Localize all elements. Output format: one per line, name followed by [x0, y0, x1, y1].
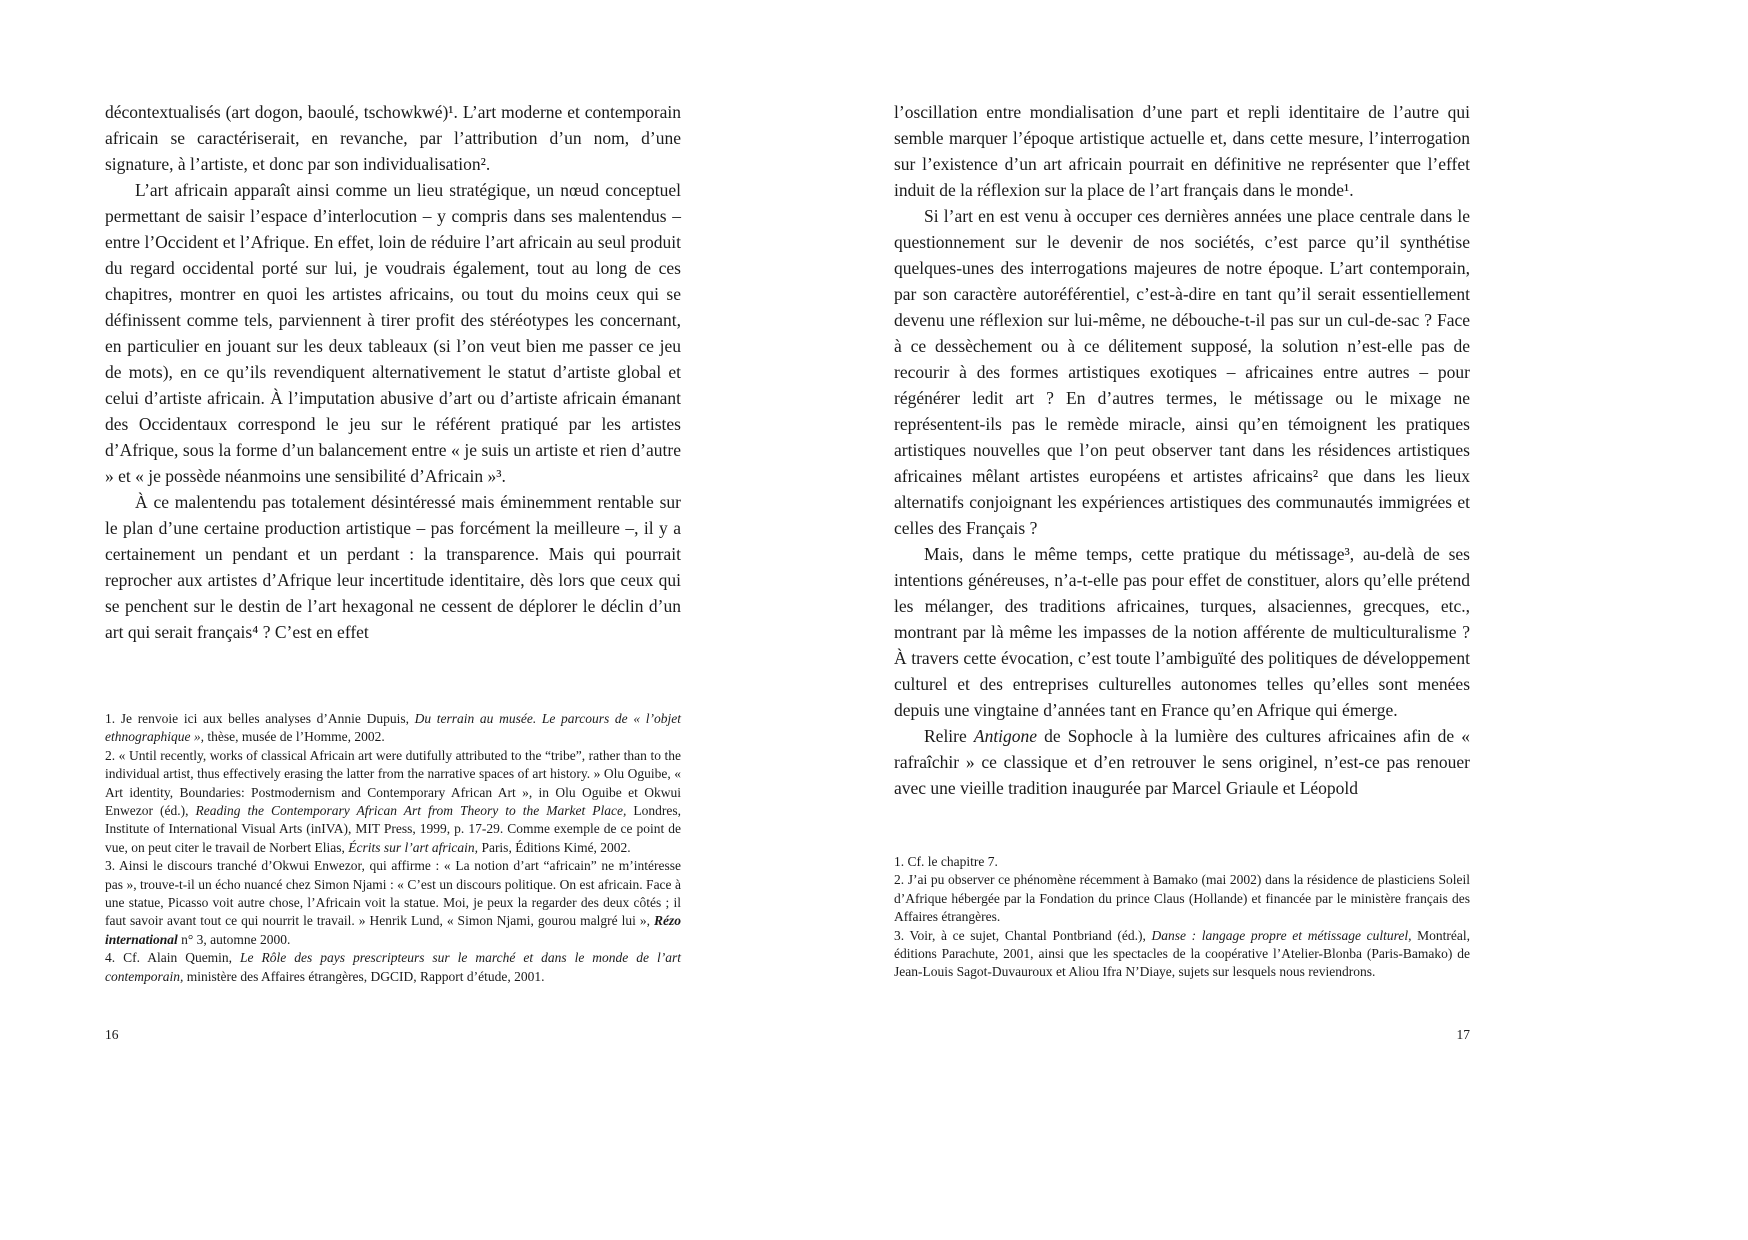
footnotes	[894, 853, 1470, 982]
footnote: 3. Ainsi le discours tranché d’Okwui Enwezor, qui affirme : « La notion d’art “africain” ne m’intéresse pas », trouve-t-il un écho nuancé chez Simon Njami : « C’est un discours politique. On est africain. Face à une statue, Picasso voit autre chose, l’Africain voit la statue. Moi, je peux la regarder des deux côtés ; il faut savoir avant tout ce qui nourrit le travail. » Henrik Lund, « Simon Njami, gourou malgré lui », Rézo international n° 3, automne 2000.	[105, 858, 681, 947]
footnote: 2. J’ai pu observer ce phénomène récemment à Bamako (mai 2002) dans la résidence de plasticiens Soleil d’Afrique hébergée par la Fondation du prince Claus (Hollande) et financée par le ministère français des Affaires étrangères.	[894, 872, 1470, 925]
footnote: 4. Cf. Alain Quemin, Le Rôle des pays prescripteurs sur le marché et dans le monde de l’art contemporain, ministère des Affaires étrangères, DGCID, Rapport d’étude, 2001.	[105, 950, 681, 984]
page-number: 17	[1456, 1027, 1470, 1042]
footnote: 1. Je renvoie ici aux belles analyses d’Annie Dupuis, Du terrain au musée. Le parcours de « l’objet ethnographique », thèse, musée de l’Homme, 2002.	[105, 711, 681, 745]
footnotes	[105, 710, 681, 986]
footnote: 2. « Until recently, works of classical Africain art were dutifully attributed to the “tribe”, rather than to the individual artist, thus effectively erasing the latter from the narrative spaces of art history. » Olu Oguibe, « Art identity, Boundaries: Postmodernism and Contemporary African Art », in Olu Oguibe et Okwui Enwezor (éd.), Reading the Contemporary African Art from Theory to the Market Place, Londres, Institute of International Visual Arts (inIVA), MIT Press, 1999, p. 17-29. Comme exemple de ce point de vue, on peut citer le travail de Norbert Elias, Écrits sur l’art africain, Paris, Éditions Kimé, 2002.	[105, 747, 681, 855]
paragraph: l’oscillation entre mondialisation d’une part et repli identitaire de l’autre qui semble marquer l’époque artistique actuelle et, dans cette mesure, l’interrogation sur l’existence d’un art africain pourrait en définitive ne représenter que l’effet induit de la réflexion sur la place de l’art français dans le monde¹.	[894, 102, 1470, 200]
paragraph: Si l’art en est venu à occuper ces dernières années une place centrale dans le questionnement sur le devenir de nos sociétés, c’est parce qu’il synthétise quelques-unes des interrogations majeures de notre époque. L’art contemporain, par son caractère autoréférentiel, c’est-à-dire en tant qu’il serait essentiellement devenu une réflexion sur lui-même, ne débouche-t-il pas sur un cul-de-sac ? Face à ce dessèchement ou à ce délitement supposé, la solution n’est-elle pas de recourir à des formes artistiques exotiques – africaines entre autres – pour régénérer ledit art ? En d’autres termes, le métissage ou le mixage ne représentent-ils pas le remède miracle, ainsi qu’en témoignent les pratiques artistiques nouvelles que l’on peut observer tant dans les résidences artistiques africaines mêlant artistes européens et artistes africains² que dans les lieux alternatifs conjoignant les expériences artistiques des communautés immigrées et celles des Français ?	[894, 206, 1470, 538]
body-text	[105, 99, 681, 645]
footnote: 1. Cf. le chapitre 7.	[894, 854, 998, 869]
right-page	[874, 0, 1748, 1240]
paragraph: décontextualisés (art dogon, baoulé, tschowkwé)¹. L’art moderne et contemporain africain se caractériserait, en revanche, par l’attribution d’un nom, d’une signature, à l’artiste, et donc par son individualisation².	[105, 102, 681, 174]
paragraph: L’art africain apparaît ainsi comme un lieu stratégique, un nœud conceptuel permettant de saisir l’espace d’interlocution – y compris dans ses malentendus – entre l’Occident et l’Afrique. En effet, loin de réduire l’art africain au seul produit du regard occidental porté sur lui, je voudrais également, tout au long de ces chapitres, montrer en quoi les artistes africains, ou tout du moins ceux qui se définissent comme tels, parviennent à tirer profit des stéréotypes les concernant, en particulier en jouant sur les deux tableaux (si l’on veut bien me passer ce jeu de mots), en ce qu’ils revendiquent alternativement le statut d’artiste global et celui d’artiste africain. À l’imputation abusive d’art ou d’artiste africain émanant des Occidentaux correspond le jeu sur le référent pratiqué par les artistes d’Afrique, sous la forme d’un balancement entre « je suis un artiste et rien d’autre » et « je possède néanmoins une sensibilité d’Africain »³.	[105, 180, 681, 486]
body-text	[894, 99, 1470, 801]
paragraph: Mais, dans le même temps, cette pratique du métissage³, au-delà de ses intentions généreuses, n’a-t-elle pas pour effet de constituer, alors qu’elle prétend les mélanger, des traditions africaines, turques, alsaciennes, grecques, etc., montrant par là même les impasses de la notion afférente de multiculturalisme ? À travers cette évocation, c’est toute l’ambiguïté des politiques de développement culturel et des entreprises culturelles autonomes telles qu’elles sont menées depuis une vingtaine d’années tant en France qu’en Afrique qui émerge.	[894, 544, 1470, 720]
page-number: 16	[105, 1027, 119, 1042]
footnote: 3. Voir, à ce sujet, Chantal Pontbriand (éd.), Danse : langage propre et métissage culturel, Montréal, éditions Parachute, 2001, ainsi que les spectacles de la coopérative l’Atelier-Blonba (Paris-Bamako) de Jean-Louis Sagot-Duvauroux et Aliou Ifra N’Diaye, sujets sur lesquels nous reviendrons.	[894, 927, 1470, 980]
paragraph: À ce malentendu pas totalement désintéressé mais éminemment rentable sur le plan d’une certaine production artistique – pas forcément la meilleure –, il y a certainement un pendant et un perdant : la transparence. Mais qui pourrait reprocher aux artistes d’Afrique leur incertitude identitaire, dès lors que ceux qui se penchent sur le destin de l’art hexagonal ne cessent de déplorer le déclin d’un art qui serait français⁴ ? C’est en effet	[105, 492, 681, 642]
paragraph: Relire Antigone de Sophocle à la lumière des cultures africaines afin de « rafraîchir » ce classique et d’en retrouver le sens originel, n’est-ce pas renouer avec une vieille tradition inaugurée par Marcel Griaule et Léopold	[894, 726, 1470, 798]
